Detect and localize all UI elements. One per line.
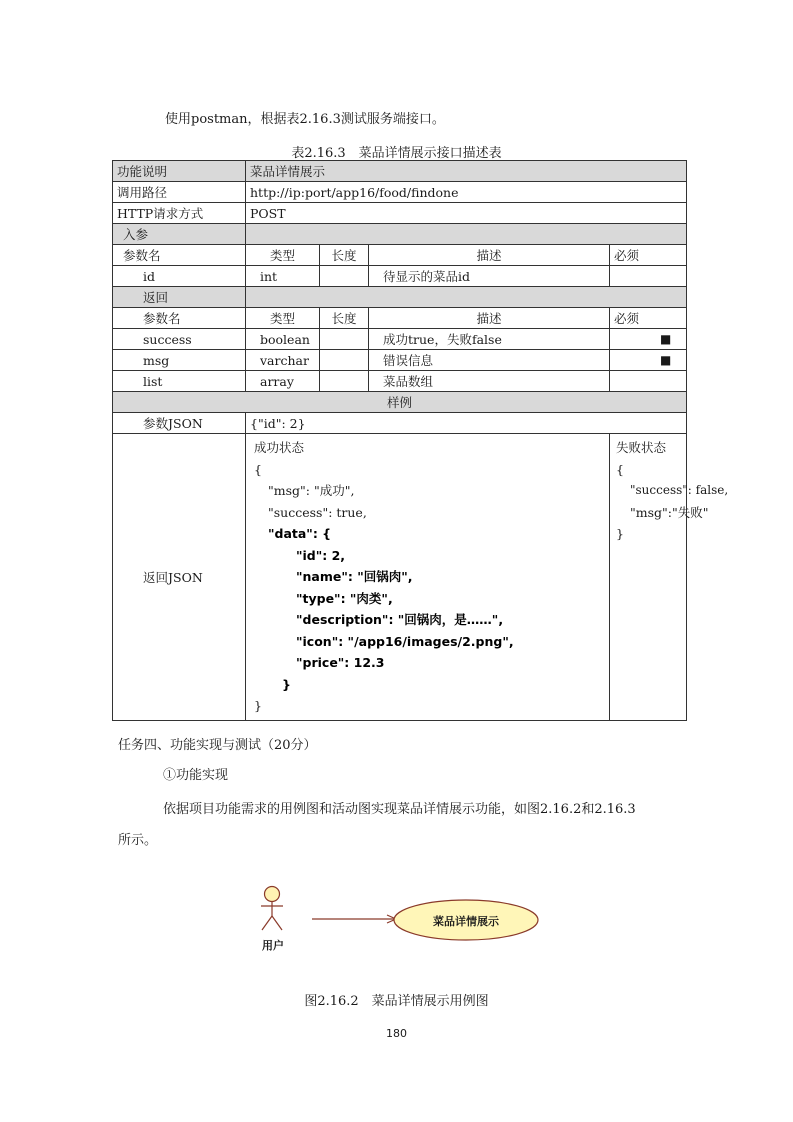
required-mark: ■: [610, 329, 687, 350]
json-line: "id": 2,: [296, 547, 346, 563]
path-value: http://ip:port/app16/food/findone: [246, 182, 687, 203]
func-value: 菜品详情展示: [246, 161, 687, 182]
input-name: id: [113, 266, 246, 287]
input-desc: 待显示的菜品id: [369, 266, 610, 287]
return-desc: 菜品数组: [369, 371, 610, 392]
success-json: [246, 434, 610, 721]
input-type: int: [246, 266, 320, 287]
json-line: }: [282, 676, 291, 692]
method-label: HTTP请求方式: [113, 203, 246, 224]
return-name: list: [113, 371, 246, 392]
table-row: [113, 329, 687, 350]
table-row: [113, 371, 687, 392]
col-header-name: 参数名: [113, 308, 246, 329]
json-line: "name": "回锅肉",: [296, 569, 413, 584]
return-length: [320, 329, 369, 350]
col-header-type: 类型: [246, 245, 320, 266]
paragraph-line2: 所示。: [118, 833, 158, 848]
table-row: [113, 266, 687, 287]
return-name: msg: [113, 350, 246, 371]
api-description-table: [112, 160, 729, 721]
actor-figure: [261, 887, 283, 931]
input-header: 入参: [113, 224, 246, 245]
return-name: success: [113, 329, 246, 350]
table-row: [113, 350, 687, 371]
table-caption: 表2.16.3 菜品详情展示接口描述表: [291, 146, 502, 161]
return-type: varchar: [246, 350, 320, 371]
return-type: array: [246, 371, 320, 392]
example-header: 样例: [113, 392, 687, 413]
return-length: [320, 350, 369, 371]
return-header-fill: [246, 287, 687, 308]
success-title: 成功状态: [254, 440, 305, 455]
fail-json: [610, 434, 729, 721]
json-line: {: [254, 461, 262, 477]
return-required: [610, 371, 687, 392]
table-row: [113, 434, 687, 721]
col-header-type: 类型: [246, 308, 320, 329]
json-line: "price": 12.3: [296, 655, 385, 670]
col-header-desc: 描述: [369, 245, 610, 266]
col-header-required: 必须: [610, 245, 687, 266]
col-header-required: 必须: [610, 308, 687, 329]
table-row: [113, 392, 687, 413]
input-header-fill: [246, 224, 687, 245]
actor-label: 用户: [262, 939, 284, 952]
json-line: "msg": "成功",: [268, 483, 355, 498]
table-row: [113, 182, 687, 203]
usecase-label: 菜品详情展示: [433, 915, 499, 928]
page-number: 180: [386, 1027, 407, 1040]
table-row: [113, 287, 687, 308]
fail-title: 失败状态: [616, 440, 667, 455]
col-header-length: 长度: [320, 245, 369, 266]
figure-caption: 图2.16.2 菜品详情展示用例图: [304, 994, 489, 1009]
return-type: boolean: [246, 329, 320, 350]
json-line: "msg":"失败": [630, 504, 709, 520]
col-header-name: 参数名: [113, 245, 246, 266]
required-mark: ■: [610, 350, 687, 371]
input-required: [610, 266, 687, 287]
table-row: [113, 413, 687, 434]
intro-text: 使用postman，根据表2.16.3测试服务端接口。: [165, 112, 445, 127]
json-line: {: [616, 461, 624, 477]
association-arrow: [312, 915, 396, 923]
param-json-label: 参数JSON: [113, 413, 246, 434]
method-value: POST: [246, 203, 687, 224]
path-label: 调用路径: [113, 182, 246, 203]
sub-heading: ①功能实现: [163, 768, 229, 783]
json-line: "success": false,: [630, 483, 729, 497]
json-line: "data": {: [268, 526, 332, 541]
return-header: 返回: [113, 287, 246, 308]
func-label: 功能说明: [113, 161, 246, 182]
col-header-length: 长度: [320, 308, 369, 329]
col-header-desc: 描述: [369, 308, 610, 329]
table-row: [113, 308, 687, 329]
json-line: }: [616, 526, 624, 541]
table-row: [113, 224, 687, 245]
return-desc: 错误信息: [369, 350, 610, 371]
return-length: [320, 371, 369, 392]
table-row: [113, 245, 687, 266]
table-row: [113, 161, 687, 182]
json-line: "description": "回锅肉，是……",: [296, 612, 504, 627]
task-heading: 任务四、功能实现与测试（20分）: [118, 738, 317, 753]
input-length: [320, 266, 369, 287]
json-line: "icon": "/app16/images/2.png",: [296, 633, 514, 649]
table-row: [113, 203, 687, 224]
paragraph-line1: 依据项目功能需求的用例图和活动图实现菜品详情展示功能，如图2.16.2和2.16.3: [163, 802, 636, 817]
json-line: "type": "肉类",: [296, 590, 393, 606]
json-line: }: [254, 698, 262, 713]
return-json-label: 返回JSON: [113, 434, 246, 721]
json-line: "success": true,: [268, 504, 367, 520]
param-json-value: {"id": 2}: [246, 413, 687, 434]
return-desc: 成功true，失败false: [369, 329, 610, 350]
